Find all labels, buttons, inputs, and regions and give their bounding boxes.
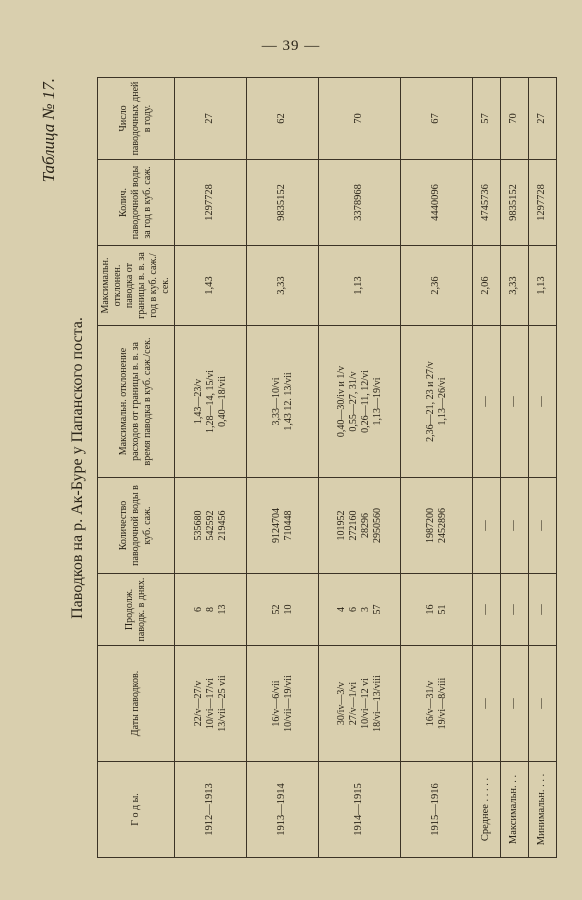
cell-summary-label: Минимальн. . . . [529,762,557,858]
cell-year-vol: 3378968 [319,160,401,246]
cell-dates: 16/v—31/v 19/vi—8/viii [401,646,473,762]
cell-max-dev: 3,33—10/vi 1,43 12. 13/vii [247,326,319,478]
table-title: Паводков на р. Ак-Буре у Папанского поста. [69,317,86,619]
flood-table [97,77,557,858]
cell-dates: — [529,646,557,762]
summary-row-min [529,78,557,858]
cell-max-year: 1,13 [529,246,557,326]
cell-max-dev: — [529,326,557,478]
cell-days: 6 8 13 [175,574,247,646]
cell-days: 4 6 3 57 [319,574,401,646]
cell-max-year: 2,36 [401,246,473,326]
cell-volume: 9124704 710448 [247,478,319,574]
cell-flood-days: 27 [175,78,247,160]
table-caption: Таблица № 17. [39,78,58,183]
table-row [175,78,247,858]
header-years: Г о д ы. [98,762,175,858]
header-row [98,78,175,858]
summary-row-average [473,78,501,858]
header-dates: Даты паводков. [98,646,175,762]
cell-dates: 22/v—27/v 10/vi—17/vi 13/vii—25 vii [175,646,247,762]
cell-days: — [473,574,501,646]
cell-year: 1913—1914 [247,762,319,858]
cell-year-vol: 9835152 [501,160,529,246]
table-row [319,78,401,858]
header-volume: Количество паводочной воды в куб. саж. [98,478,175,574]
cell-max-dev: — [473,326,501,478]
cell-volume: — [501,478,529,574]
cell-days: 52 10 [247,574,319,646]
cell-max-dev: 2,36—21, 23 и 27/v 1,13—26/vi [401,326,473,478]
cell-dates: 16/v—6/vii 10/vii—19/vii [247,646,319,762]
cell-year: 1915—1916 [401,762,473,858]
cell-days: — [529,574,557,646]
cell-year-vol: 4440096 [401,160,473,246]
cell-max-year: 3,33 [501,246,529,326]
cell-max-dev: 1,43—23/v 1,28—14, 15/vi 0,40—18/vii [175,326,247,478]
header-flood-days: Число паводочных дней в году. [98,78,175,160]
cell-volume: — [529,478,557,574]
cell-dates: — [473,646,501,762]
rotated-table-page [39,78,549,858]
cell-summary-label: Максимальн. . . [501,762,529,858]
cell-max-dev: — [501,326,529,478]
cell-flood-days: 70 [501,78,529,160]
header-max-deviation: Максимальн. отклонение расходов от границы в. в. за время паводка в куб. саж./сек. [98,326,175,478]
cell-max-year: 3,33 [247,246,319,326]
table-row [401,78,473,858]
cell-year-vol: 4745736 [473,160,501,246]
cell-volume: 101952 272160 28296 2950560 [319,478,401,574]
cell-year-vol: 9835152 [247,160,319,246]
cell-flood-days: 57 [473,78,501,160]
cell-days: 16 51 [401,574,473,646]
header-year-volume: Колич. паводочной воды за год в куб. саж. [98,160,175,246]
cell-dates: 30/iv—3/v 27/v—1/vi 10/vi—12 vi 18/vi—13/viii [319,646,401,762]
cell-max-year: 1,43 [175,246,247,326]
cell-flood-days: 27 [529,78,557,160]
cell-dates: — [501,646,529,762]
header-duration: Продолж. паводк. в днях. [98,574,175,646]
cell-year: 1914—1915 [319,762,401,858]
cell-year: 1912—1913 [175,762,247,858]
cell-days: — [501,574,529,646]
cell-flood-days: 70 [319,78,401,160]
cell-flood-days: 67 [401,78,473,160]
cell-year-vol: 1297728 [175,160,247,246]
cell-volume: 535680 542592 219456 [175,478,247,574]
cell-max-dev: 0,40—30/iv и 1/v 0,55—27, 31/v 0,26—11, 12/vi 1,13—19/vi [319,326,401,478]
header-max-year-deviation: Максимальн. отклонен. паводка от границы в. в. за год в куб. саж./сек. [98,246,175,326]
cell-volume: — [473,478,501,574]
cell-max-year: 2,06 [473,246,501,326]
summary-row-max [501,78,529,858]
table-row [247,78,319,858]
cell-flood-days: 62 [247,78,319,160]
cell-max-year: 1,13 [319,246,401,326]
cell-year-vol: 1297728 [529,160,557,246]
page-number: — 39 — [261,38,321,54]
cell-summary-label: Среднее . . . . . [473,762,501,858]
cell-volume: 1987200 2452896 [401,478,473,574]
